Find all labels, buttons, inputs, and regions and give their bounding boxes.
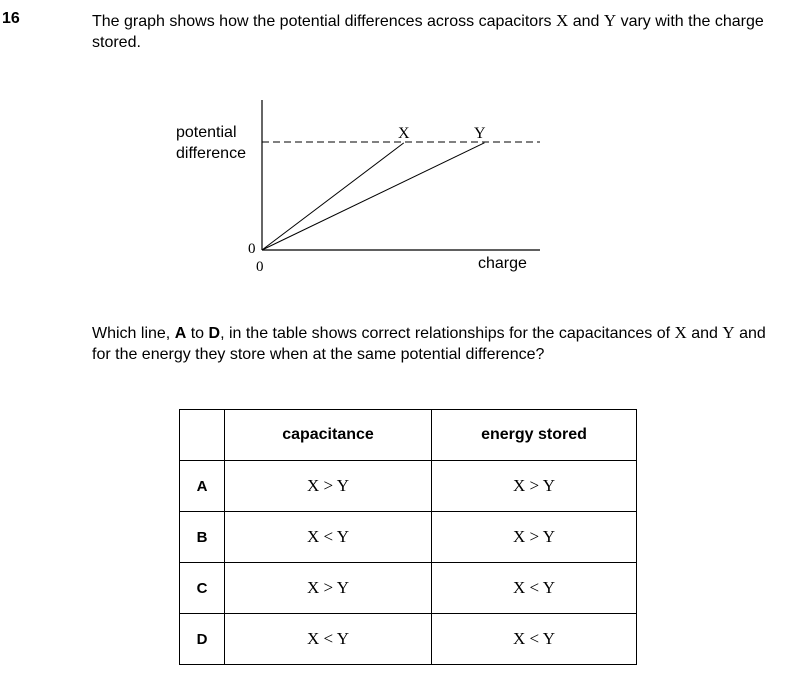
energy-relation: X > Y [432, 512, 637, 563]
table-row[interactable] [180, 563, 637, 614]
prompt-text-1: Which line, [92, 325, 175, 342]
answer-table [179, 409, 637, 665]
intro-text-1: The graph shows how the potential differences across capacitors [92, 13, 556, 30]
capacitance-relation: X > Y [225, 461, 432, 512]
prompt-to: to [186, 325, 209, 342]
option-label[interactable]: A [180, 461, 225, 512]
y-axis-label-line1: potential [176, 124, 237, 141]
capacitance-relation: X < Y [225, 512, 432, 563]
prompt-text-2: , in the table shows correct relationships for the capacitances of [220, 325, 675, 342]
table-header-row [180, 410, 637, 461]
prompt-and: and [686, 325, 723, 342]
origin-y-label: 0 [248, 241, 256, 257]
prompt-option-d: D [208, 325, 221, 342]
question-prompt [92, 322, 772, 365]
header-option [180, 410, 225, 461]
energy-relation: X > Y [432, 461, 637, 512]
intro-text-2: vary with the charge stored. [92, 13, 764, 51]
intro-and: and [568, 13, 604, 30]
option-label[interactable]: C [180, 563, 225, 614]
capacitor-x-line [262, 143, 404, 250]
option-label[interactable]: D [180, 614, 225, 665]
capacitor-y-line [262, 143, 484, 250]
capacitance-relation: X > Y [225, 563, 432, 614]
prompt-y: Y [722, 323, 735, 342]
table-row[interactable] [180, 512, 637, 563]
y-axis-label-line2: difference [176, 145, 246, 162]
energy-relation: X < Y [432, 614, 637, 665]
origin-x-label: 0 [256, 259, 264, 275]
option-label[interactable]: B [180, 512, 225, 563]
table-row[interactable] [180, 614, 637, 665]
intro-x: X [555, 11, 569, 30]
pd-charge-graph [0, 0, 786, 300]
table-row[interactable] [180, 461, 637, 512]
energy-relation: X < Y [432, 563, 637, 614]
line-x-label: X [398, 125, 410, 142]
x-axis-label: charge [478, 255, 527, 272]
line-y-label: Y [474, 125, 486, 142]
header-capacitance: capacitance [225, 410, 432, 461]
capacitance-relation: X < Y [225, 614, 432, 665]
prompt-x: X [674, 323, 687, 342]
prompt-text-3: and for the energy they store when at the same potential difference? [92, 325, 766, 363]
question-number: 16 [2, 10, 20, 27]
intro-y: Y [603, 11, 617, 30]
header-energy-stored: energy stored [432, 410, 637, 461]
prompt-option-a: A [174, 325, 187, 342]
